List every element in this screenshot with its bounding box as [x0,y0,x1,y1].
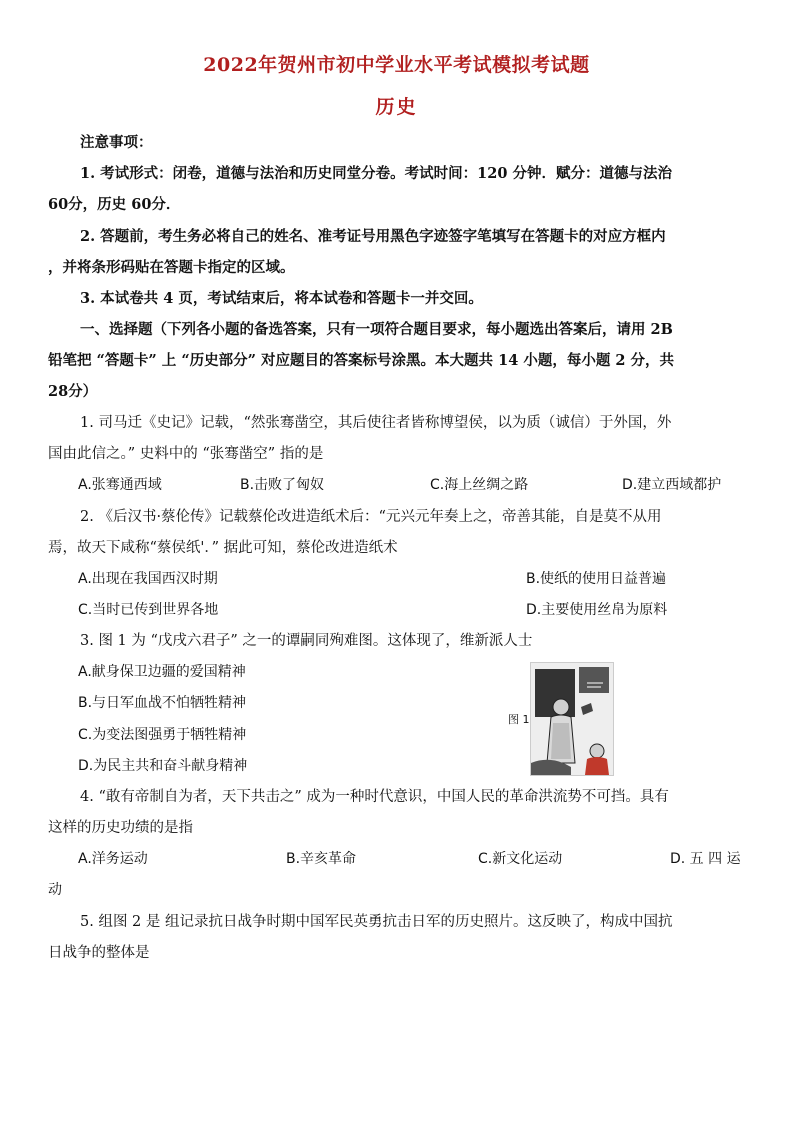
q2-option-c: C.当时已传到世界各地 [78,602,219,618]
q1-option-a: A.张骞通西域 [78,477,162,493]
q2-option-a: A.出现在我国西汉时期 [78,571,218,587]
q3-option-a: A.献身保卫边疆的爱国精神 [78,664,246,680]
note-1-line-2: 60分，历史 60分． [48,196,181,213]
q1-option-c: C.海上丝绸之路 [430,477,529,493]
section-1-line-2: 铅笔把 “答题卡” 上 “历史部分” 对应题目的答案标号涂黑。本大题共 14 小题，每小题 2 分，共 [48,352,675,369]
q4-stem-line-1: 4. “敢有帝制自为者，天下共击之” 成为一种时代意识，中国人民的革命洪流势不可挡。具有 [80,789,669,805]
figure-1-label: 图 1 [508,713,530,726]
q2-option-d: D.主要使用丝帛为原料 [526,602,668,618]
exam-subject: 历史 [375,96,418,118]
note-2-line-1: 2. 答题前，考生务必将自己的姓名、准考证号用黑色字迹签字笔填写在答题卡的对应方框内 [80,228,666,245]
exam-title: 2022年贺州市初中学业水平考试模拟考试题 [203,54,590,76]
q1-option-d: D.建立西域都护 [622,477,722,493]
q3-stem: 3. 图 1 为 “戊戌六君子” 之一的谭嗣同殉难图。这体现了，维新派人士 [80,633,533,649]
q1-option-b: B.击败了匈奴 [240,477,325,493]
figure-1-drawing [531,663,613,775]
q2-option-b: B.使纸的使用日益普遍 [526,571,667,587]
q4-option-b: B.辛亥革命 [286,851,357,867]
q4-stem-line-2: 这样的历史功绩的是指 [48,820,193,836]
q3-option-d: D.为民主共和奋斗献身精神 [78,758,248,774]
q4-option-d: D. 五 四 运 [670,851,741,867]
note-2-line-2: ，并将条形码贴在答题卡指定的区域。 [48,259,295,276]
section-1-line-1: 一、选择题（下列各小题的备选答案，只有一项符合题目要求，每小题选出答案后，请用 2B [80,321,673,338]
figure-1-illustration [530,662,614,776]
q1-stem-line-1: 1. 司马迁《史记》记载，“然张骞凿空，其后使往者皆称博望侯，以为质（诚信）于外国，外 [80,415,672,431]
section-1-line-3: 28分） [48,383,98,400]
q5-stem-line-2: 日战争的整体是 [48,945,150,961]
q2-stem-line-1: 2. 《后汉书·蔡伦传》记载蔡伦改进造纸术后：“元兴元年奏上之，帝善其能，自是莫不从用 [80,509,662,525]
q4-option-a: A.洋务运动 [78,851,148,867]
notes-heading: 注意事项： [80,134,153,151]
note-3: 3. 本试卷共 4 页，考试结束后，将本试卷和答题卡一并交回。 [80,290,483,307]
q4-option-c: C.新文化运动 [478,851,563,867]
q2-stem-line-2: 焉，故天下咸称“蔡侯纸'．” 据此可知，蔡伦改进造纸术 [48,540,398,556]
q5-stem-line-1: 5. 组图 2 是 组记录抗日战争时期中国军民英勇抗击日军的历史照片。这反映了，构成中国抗 [80,914,673,930]
q4-option-d-wrap: 动 [48,882,62,898]
q3-option-b: B.与日军血战不怕牺牲精神 [78,695,247,711]
q3-option-c: C.为变法图强勇于牺牲精神 [78,727,247,743]
q1-stem-line-2: 国由此信之。” 史料中的 “张骞凿空” 指的是 [48,446,324,462]
note-1-line-1: 1. 考试形式：闭卷，道德与法治和历史同堂分卷。考试时间：120 分钟．赋分：道德与法治 [80,165,672,182]
